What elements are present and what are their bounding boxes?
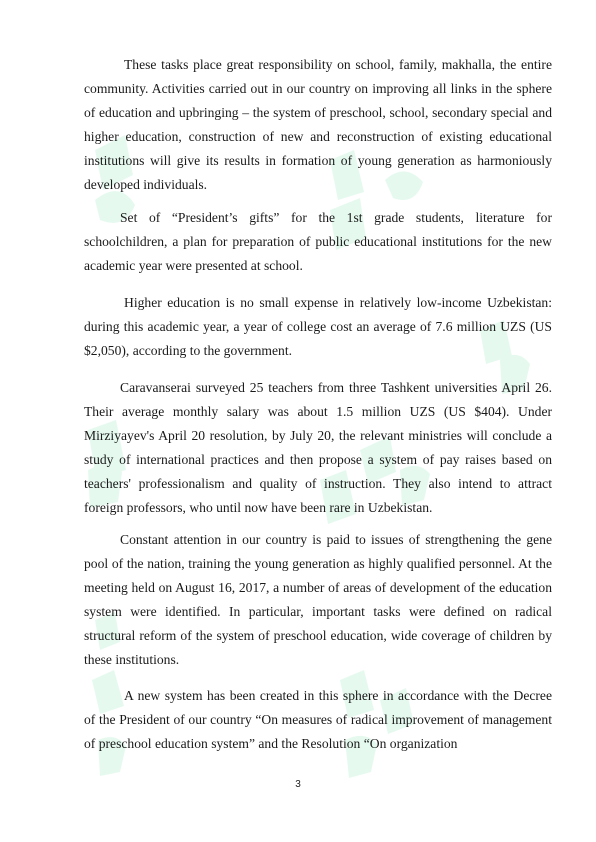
paragraph-text: These tasks place great responsibility on school, family, makhalla, the entire community. Activities carried out in our country on improving all links in the sphere of education and upbringing – the system of preschool, school, secondary special and higher education, construction of new and reconstruction of existing educational institutions will give its results in formation of young generation as harmoniously developed individuals.: [84, 57, 552, 193]
paragraph-text: Higher education is no small expense in relatively low-income Uzbekistan: during this academic year, a year of college cost an average of 7.6 million UZS (US $2,050), according to the government.: [84, 295, 552, 359]
page-number: 3: [295, 779, 301, 790]
paragraph: [84, 528, 552, 673]
paragraph: [84, 291, 552, 363]
paragraph: [84, 206, 552, 278]
paragraph-text: Caravanserai surveyed 25 teachers from three Tashkent universities April 26. Their average monthly salary was about 1.5 million UZS (US $404). Under Mirziyayev's April 20 resolution, by July 20, the relevant ministries will conclude a study of international practices and then propose a system of pay raises based on teachers' professionalism and quality of instruction. They also intend to attract foreign professors, who until now have been rare in Uzbekistan.: [84, 380, 552, 516]
paragraph: [84, 684, 552, 756]
paragraph: [84, 376, 552, 521]
paragraph-text: A new system has been created in this sphere in accordance with the Decree of the President of our country “On measures of radical improvement of management of preschool education system” and the Resolution “On organization: [84, 688, 552, 752]
paragraph-text: Constant attention in our country is paid to issues of strengthening the gene pool of the nation, training the young generation as highly qualified personnel. At the meeting held on August 16, 2017, a number of areas of development of the education system were identified. In particular, important tasks were defined on radical structural reform of the system of preschool education, wide coverage of children by these institutions.: [84, 532, 552, 668]
paragraph-text: Set of “President’s gifts” for the 1st grade students, literature for schoolchildren, a plan for preparation of public educational institutions for the new academic year were presented at school.: [84, 210, 552, 274]
paragraph: [84, 53, 552, 198]
